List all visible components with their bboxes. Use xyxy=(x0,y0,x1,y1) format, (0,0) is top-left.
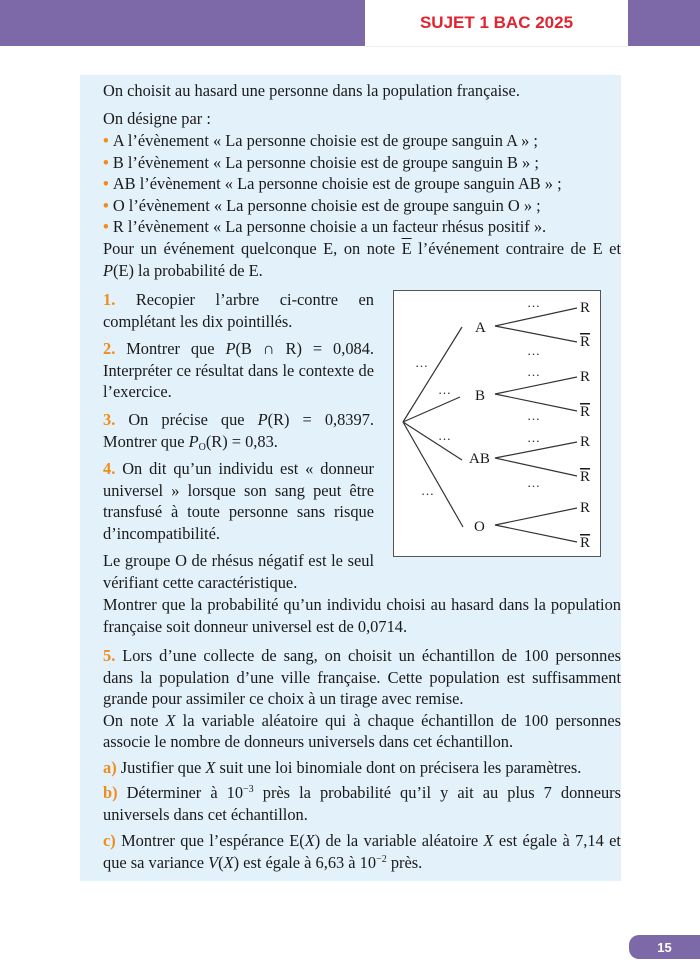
bullet-icon: • xyxy=(103,195,113,215)
branch xyxy=(495,308,577,326)
leaf-rbar: R xyxy=(580,469,591,485)
question-5c: c) Montrer que l’espérance E(X) de la variable aléatoire X est égale à 7,14 et que sa variance V(X) est égale à 6,63 à $10^{-2}$ près. xyxy=(103,831,621,872)
leaf-rbar: R xyxy=(580,404,591,420)
dots: … xyxy=(527,343,540,358)
bullet-text: O l’évènement « La personne choisie est de groupe sanguin O » ; xyxy=(112,195,541,215)
dots: … xyxy=(527,430,540,445)
intro-line: On désigne par : xyxy=(103,109,211,128)
intro-line: On choisit au hasard une personne dans la population française. xyxy=(103,81,520,100)
leaf-r: R xyxy=(580,500,591,516)
bullet-text: AB l’évènement « La personne choisie est de groupe sanguin AB » ; xyxy=(112,174,562,194)
page-number: 15 xyxy=(629,935,700,959)
question-2: 2. Montrer que P(B ∩ R) = 0,084. Interpréter ce résultat dans le contexte de l’exercice. xyxy=(103,339,375,402)
bullet-item xyxy=(103,152,621,174)
leaf-rbar: R xyxy=(580,535,591,551)
branch xyxy=(403,327,462,422)
branch xyxy=(495,508,577,525)
header-bar-left xyxy=(0,0,365,46)
question-4-text: Montrer que la probabilité qu’un individu choisi au hasard dans la population française soit donneur universel est de 0,0714. xyxy=(103,595,621,636)
bullet-icon: • xyxy=(103,174,113,194)
probability-tree xyxy=(393,290,601,557)
bullet-item xyxy=(103,195,621,217)
branch xyxy=(495,525,577,542)
node-ab: AB xyxy=(469,451,490,467)
bullet-list xyxy=(103,130,621,281)
dots: … xyxy=(527,408,540,423)
dots: … xyxy=(438,428,451,443)
leaf-r: R xyxy=(580,369,591,385)
dots: … xyxy=(415,355,428,370)
dots: … xyxy=(527,364,540,379)
bullet-icon: • xyxy=(103,131,113,150)
question-3: 3. On précise que P(R) = 0,8397. Montrer que $P_O(R) = 0,83$. xyxy=(103,410,374,453)
bullet-text: A l’évènement « La personne choisie est de groupe sanguin A » ; xyxy=(112,131,538,150)
question-5a: a) Justifier que X suit une loi binomiale dont on précisera les paramètres. xyxy=(103,758,582,777)
note: Pour un événement quelconque E, on note $\overline{E}$ l’événement contraire de E et P(E) la probabilité de E. xyxy=(103,238,621,280)
dots: … xyxy=(438,382,451,397)
leaf-rbar: R xyxy=(580,334,591,350)
node-b: B xyxy=(475,388,486,404)
bullet-item xyxy=(103,216,621,238)
leaves xyxy=(580,300,590,551)
dots: … xyxy=(527,295,540,310)
branch xyxy=(403,397,460,422)
tree-branches xyxy=(403,308,577,542)
dots: … xyxy=(421,483,434,498)
leaf-r: R xyxy=(580,434,591,450)
branch xyxy=(403,422,463,527)
bullet-item xyxy=(103,173,621,195)
bullet-text: B l’évènement « La personne choisie est de groupe sanguin B » ; xyxy=(112,152,539,172)
question-4: 4. On dit qu’un individu est « donneur universel » lorsque son sang peut être transfusé à toute personne sans risque d’incompatibilité. xyxy=(103,459,374,543)
header-bar-right xyxy=(628,0,700,46)
bullet-icon: • xyxy=(103,217,113,237)
branch xyxy=(495,377,577,394)
branch xyxy=(403,422,462,460)
leaf-r: R xyxy=(580,300,591,316)
header-title: SUJET 1 BAC 2025 xyxy=(365,0,628,47)
bullet-text: R l’évènement « La personne choisie a un facteur rhésus positif ». xyxy=(112,217,547,237)
branch xyxy=(495,458,577,476)
dots: … xyxy=(527,475,540,490)
node-o: O xyxy=(474,519,485,535)
question-5b: b) Déterminer à $10^{-3}$ près la probabilité qu’il y ait au plus 7 donneurs universels dans cet échantillon. xyxy=(103,783,621,824)
bullet-icon: • xyxy=(103,152,113,172)
branch xyxy=(495,326,577,342)
bullet-item xyxy=(103,130,621,152)
question-1: 1. Recopier l’arbre ci-contre en complétant les dix pointillés. xyxy=(103,290,374,331)
question-4-text: Le groupe O de rhésus négatif est le seul vérifiant cette caractéristique. xyxy=(103,551,374,592)
question-5: 5. Lors d’une collecte de sang, on choisit un échantillon de 100 personnes dans la population d’une ville française. Cette population est suffisamment grande pour assimiler ce choix à un tirage avec remise. On note X la variable aléatoire qui à chaque échantillon de 100 personnes associe le nombre de donneurs universels dans cet échantillon. xyxy=(103,646,621,752)
node-a: A xyxy=(475,320,486,336)
